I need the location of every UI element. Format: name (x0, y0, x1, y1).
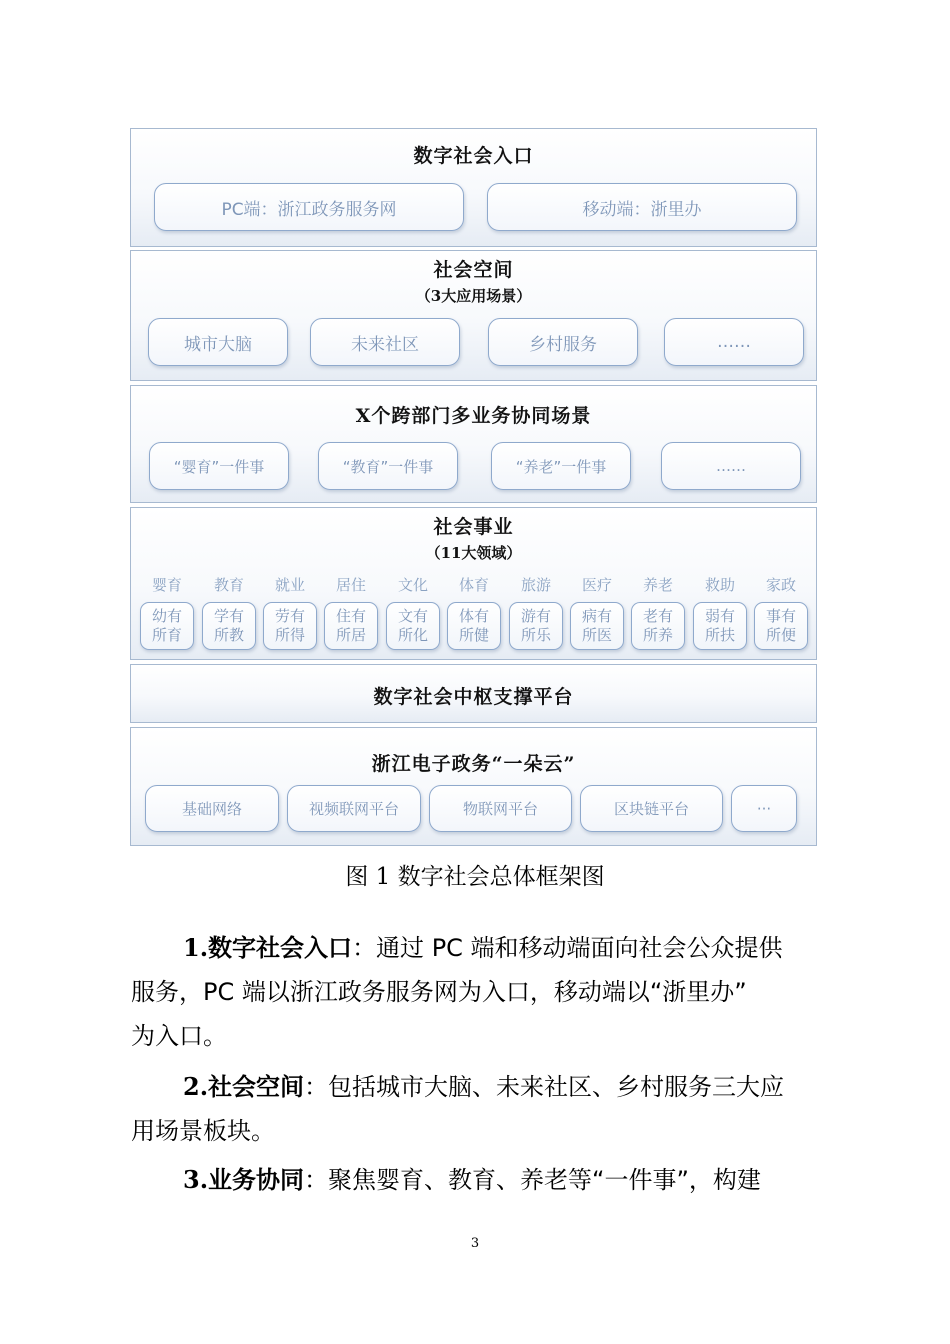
box-blockchain-platform: 区块链平台 (580, 785, 723, 832)
paragraph-entry (131, 926, 821, 1058)
domain-label: 文化 (397, 576, 428, 594)
domain-label: 体育 (458, 576, 489, 594)
domain-box-line1: 游有 (520, 607, 551, 625)
panel-space-subtitle: （3大应用场景） (415, 287, 532, 305)
panel-hub-platform (130, 664, 817, 723)
domain-box (202, 602, 256, 650)
paragraph-line (131, 1065, 821, 1109)
box-mobile-portal: 移动端：浙里办 (487, 183, 797, 231)
panel-social-space (130, 250, 817, 381)
domain-box-line2: 所居 (335, 626, 366, 644)
domain-box-line1: 弱有 (704, 607, 735, 625)
box-future-community: 未来社区 (310, 318, 460, 366)
paragraph-line (131, 926, 821, 970)
domain-label: 救助 (704, 576, 735, 594)
framework-diagram (130, 128, 819, 846)
domain-label: 教育 (213, 576, 244, 594)
domain-box-line2: 所化 (397, 626, 428, 644)
panel-entry (130, 128, 817, 247)
paragraph-line: 用场景板块。 (131, 1117, 275, 1145)
panel-collab-title: X个跨部门多业务协同场景 (355, 405, 592, 427)
domain-box-line1: 住有 (335, 607, 366, 625)
box-rural-service: 乡村服务 (488, 318, 638, 366)
box-more-collab: …… (661, 442, 801, 490)
box-education: “教育”一件事 (318, 442, 458, 490)
domain-box (509, 602, 563, 650)
domain-box-line2: 所扶 (704, 626, 735, 644)
domain-box-line1: 事有 (765, 607, 796, 625)
domain-box-line2: 所育 (151, 626, 182, 644)
domain-box (263, 602, 317, 650)
domain-box-line1: 老有 (642, 607, 673, 625)
figure-caption: 图 1 数字社会总体框架图 (345, 864, 605, 890)
panel-entry-title: 数字社会入口 (413, 145, 534, 167)
domain-box (631, 602, 685, 650)
panel-space-title: 社会空间 (433, 259, 514, 281)
paragraph-collab (131, 1158, 821, 1202)
domain-box-line2: 所医 (581, 626, 612, 644)
domain-label: 居住 (335, 576, 366, 594)
domain-box (140, 602, 194, 650)
box-more-space: …… (664, 318, 804, 366)
domain-box-line2: 所便 (765, 626, 796, 644)
paragraph-space (131, 1065, 821, 1153)
paragraph-text: ：包括城市大脑、未来社区、乡村服务三大应 (304, 1073, 785, 1101)
domain-box-line1: 病有 (581, 607, 612, 625)
box-iot-platform: 物联网平台 (429, 785, 572, 832)
domain-label: 婴育 (151, 576, 182, 594)
domain-box-line1: 文有 (397, 607, 428, 625)
domain-label: 就业 (274, 576, 305, 594)
box-infant-care: “婴育”一件事 (149, 442, 289, 490)
domain-box (754, 602, 808, 650)
domain-box-line1: 劳有 (274, 607, 305, 625)
paragraph-text: ：通过 PC 端和移动端面向社会公众提供 (352, 934, 783, 962)
paragraph-lead: 3.业务协同 (183, 1165, 305, 1194)
paragraph-line: 服务，PC 端以浙江政务服务网为入口，移动端以“浙里办” (131, 978, 747, 1006)
panel-cloud-title: 浙江电子政务“一朵云” (371, 753, 576, 775)
panel-affairs-title: 社会事业 (433, 516, 514, 538)
box-elderly-care: “养老”一件事 (491, 442, 631, 490)
domain-box (386, 602, 440, 650)
domain-box-line2: 所健 (458, 626, 489, 644)
panel-social-affairs (130, 507, 817, 660)
box-basic-network: 基础网络 (145, 785, 279, 832)
box-city-brain: 城市大脑 (148, 318, 288, 366)
domain-label: 家政 (765, 576, 796, 594)
box-more-cloud: ··· (731, 785, 797, 832)
box-pc-portal: PC端：浙江政务服务网 (154, 183, 464, 231)
paragraph-lead: 2.社会空间 (183, 1072, 305, 1101)
domain-box (324, 602, 378, 650)
domain-box (693, 602, 747, 650)
domain-box (447, 602, 501, 650)
domain-box-line2: 所教 (213, 626, 244, 644)
domain-box-line2: 所得 (274, 626, 305, 644)
paragraph-line: 为入口。 (131, 1022, 227, 1050)
domain-box (570, 602, 624, 650)
domain-box-line1: 幼有 (151, 607, 182, 625)
panel-cloud (130, 727, 817, 846)
domain-label: 旅游 (520, 576, 551, 594)
panel-hub-title: 数字社会中枢支撑平台 (373, 686, 574, 708)
box-video-platform: 视频联网平台 (287, 785, 421, 832)
panel-affairs-subtitle: （11大领域） (425, 544, 522, 562)
paragraph-text: ：聚焦婴育、教育、养老等“一件事”，构建 (304, 1166, 761, 1194)
domain-label: 养老 (642, 576, 673, 594)
panel-collaboration (130, 385, 817, 503)
paragraph-lead: 1.数字社会入口 (183, 933, 353, 962)
domain-box-line1: 学有 (213, 607, 244, 625)
domain-label: 医疗 (581, 576, 612, 594)
domain-box-line2: 所乐 (520, 626, 551, 644)
paragraph-line (131, 1158, 821, 1202)
domain-box-line2: 所养 (642, 626, 673, 644)
page-number: 3 (470, 1236, 480, 1251)
domain-box-line1: 体有 (458, 607, 489, 625)
